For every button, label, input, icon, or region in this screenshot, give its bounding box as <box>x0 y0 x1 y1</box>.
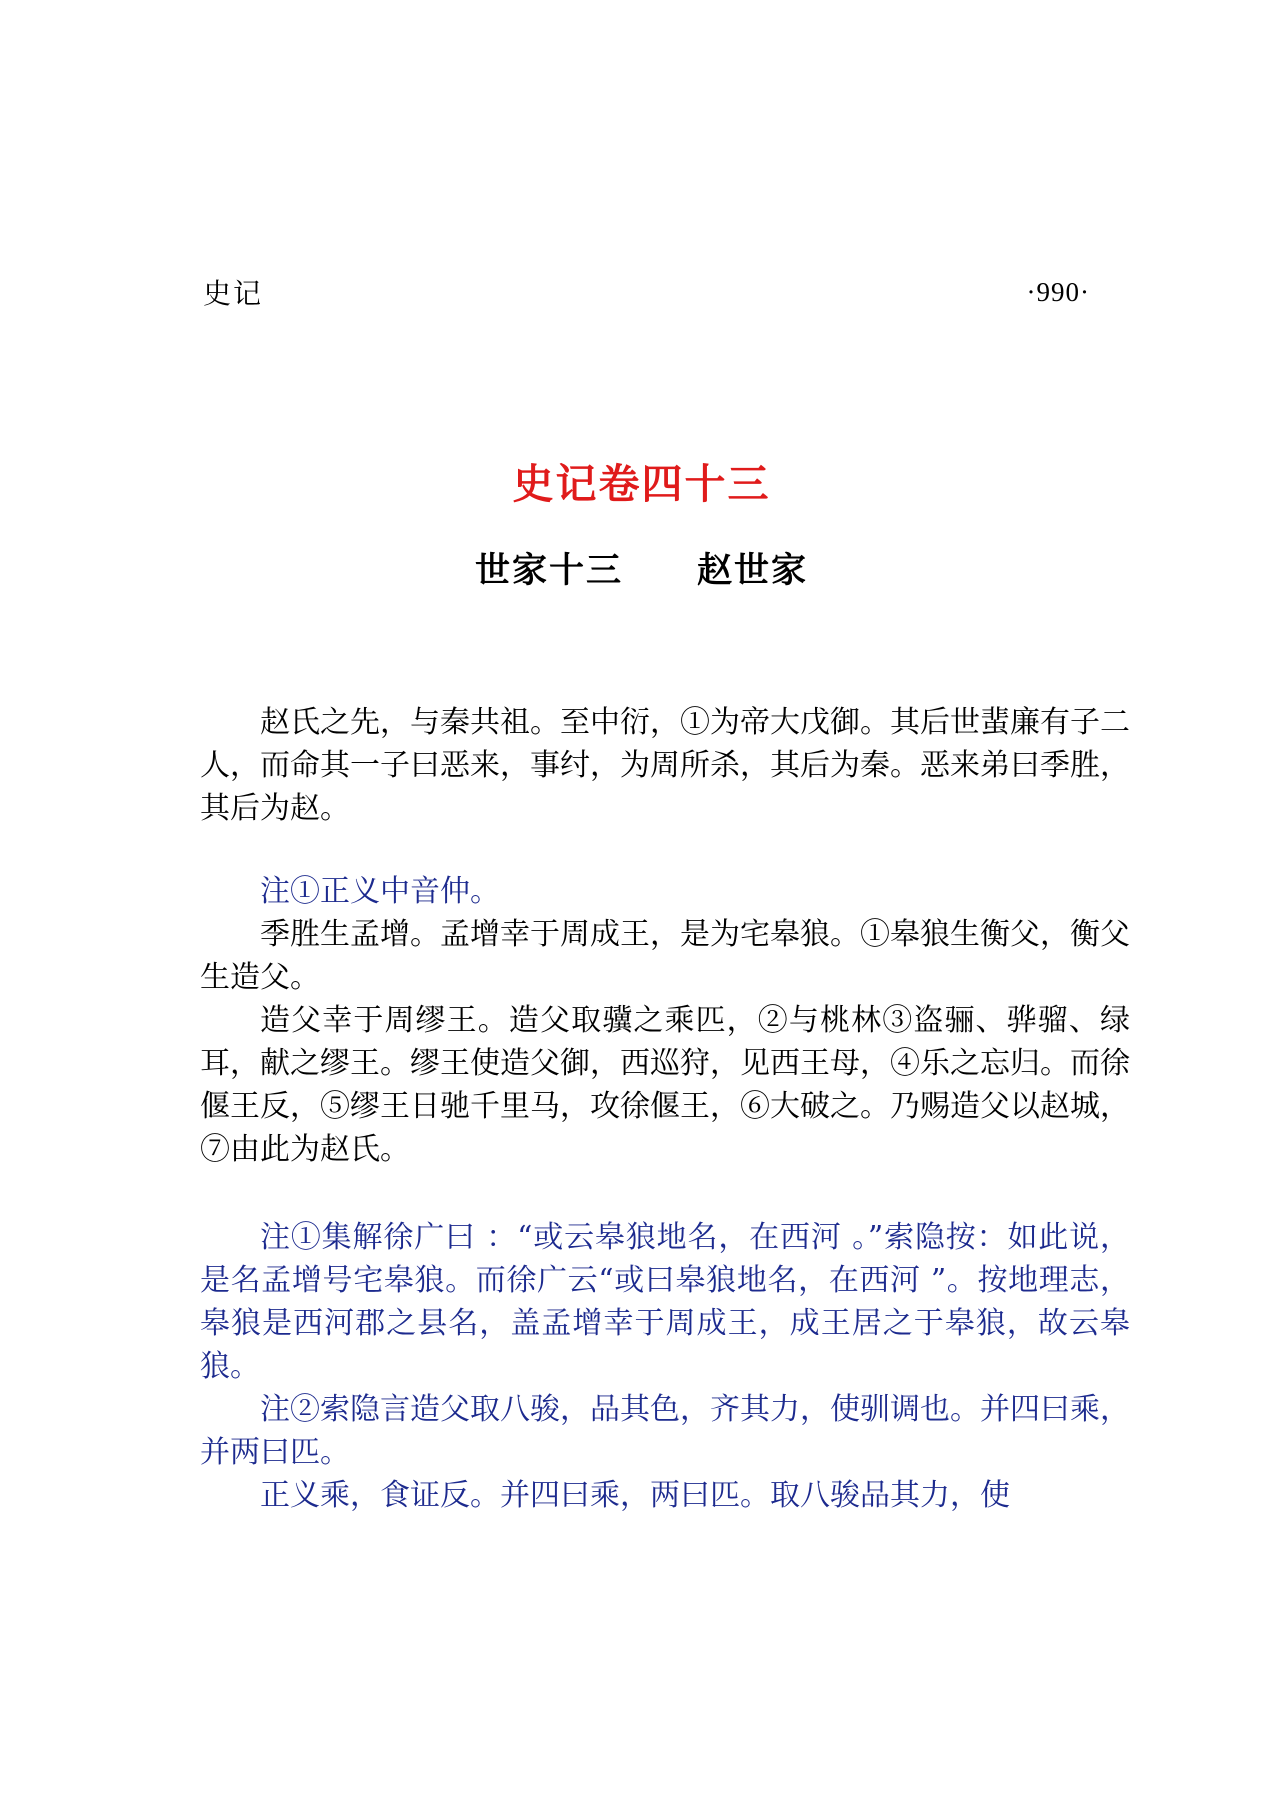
page-number: ·990· <box>1026 276 1090 307</box>
volume-title: 史记卷四十三 <box>512 460 771 508</box>
note-paragraph-3: 注②索隐言造父取八骏，品其色，齐其力，使驯调也。并四曰乘，并两曰匹。 <box>200 1392 1130 1470</box>
main-paragraph-3: 造父幸于周缪王。造父取骥之乘匹，②与桃林③盗骊、骅骝、绿耳，献之缪王。缪王使造父御，西巡狩，见西王母，④乐之忘归。而徐偃王反，⑤缪王日驰千里马，攻徐偃王，⑥大破之。乃赐造父以赵城，⑦由此为赵氏。 <box>200 1003 1130 1167</box>
main-paragraph-1: 赵氏之先，与秦共祖。至中衍，①为帝大戊御。其后世蜚廉有子二人，而命其一子曰恶来，事纣，为周所杀，其后为秦。恶来弟曰季胜，其后为赵。 <box>200 705 1130 826</box>
header-book-title: 史记 <box>203 277 264 310</box>
chapter-title-part1: 世家十三 <box>474 551 623 591</box>
note-paragraph-2: 注①集解徐广曰 ：“或云皋狼地名，在西河 。”索隐按：如此说，是名孟增号宅皋狼。而徐广云“或曰皋狼地名，在西河 ”。按地理志，皋狼是西河郡之县名，盖孟增幸于周成王，成王居之于皋狼，故云皋狼。 <box>200 1220 1130 1384</box>
text-block-1 <box>200 701 1130 830</box>
text-block-2 <box>200 870 1130 1171</box>
note-paragraph-1: 注①正义中音仲。 <box>260 874 500 909</box>
note-paragraph-4: 正义乘，食证反。并四曰乘，两曰匹。取八骏品其力，使 <box>260 1478 1010 1513</box>
running-header <box>203 272 1090 312</box>
chapter-title <box>0 547 1283 595</box>
chapter-title-part2: 赵世家 <box>697 551 809 591</box>
text-block-3 <box>200 1216 1130 1517</box>
main-paragraph-2: 季胜生孟增。孟增幸于周成王，是为宅皋狼。①皋狼生衡父，衡父生造父。 <box>200 917 1130 995</box>
